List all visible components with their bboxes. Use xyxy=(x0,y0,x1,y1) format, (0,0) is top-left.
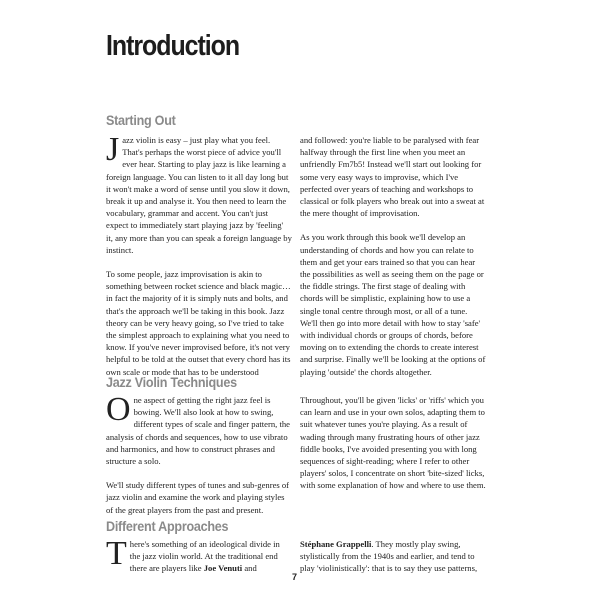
paragraph: Throughout, you'll be given 'licks' or 'riffs' which you can learn and use in your own solos, adapting them to suit whatever tunes you're playing. As a result of wading through many frustrating hours of other jazz fiddle books, I've avoided presenting you with long sequences of sight-reading; where I refer to other players' solos, I concentrate on short 'bite-sized' licks, with some explanation of how and where to use them. xyxy=(300,395,486,491)
techniques-left-column xyxy=(106,391,292,516)
player-name: Joe Venuti xyxy=(203,563,243,574)
paragraph: As you work through this book we'll develop an understanding of chords and how you can relate to them and get your ears trained so that you can hear the possibilities as well as seeing them on the page or the fiddle strings. The first stage of dealing with chords will be simplistic, explaining how to use a single tonal centre through most, or all of a tune. We'll then go into more detail with how to stay 'safe' with individual chords or groups of chords, before moving on to extending the chords to create interest and surprise. Finally we'll be looking at the options of playing 'outside' the chords altogether. xyxy=(300,232,486,377)
paragraph: To some people, jazz improvisation is akin to something between rocket science and black magic… in fact the majority of it is simply nuts and bolts, and that's the approach we'll be taking in this book. Jazz theory can be very heavy going, so I've tried to take the simplest approach to explaining what you need to know. If you've never improvised before, it's not very helpful to be told at the outset that every chord has its own scale or mode that has to be understood xyxy=(106,269,291,377)
player-name: Stéphane Grappelli xyxy=(300,539,372,549)
paragraph xyxy=(300,538,486,575)
paragraph xyxy=(106,131,292,256)
page-title: Introduction xyxy=(106,30,240,62)
section-heading-techniques: Jazz Violin Techniques xyxy=(106,374,237,390)
paragraph: and followed: you're liable to be paralysed with fear halfway through the first line when you meet an unfriendly Fm7b5! Instead we'll start out looking for some very easy ways to improvise, which I've perfected over years of teaching and workshops to classical or folk players who break out into a sweat at the mere thought of improvisation. xyxy=(300,135,485,219)
paragraph xyxy=(106,535,292,575)
approaches-left-column xyxy=(106,535,292,575)
section-heading-starting-out: Starting Out xyxy=(106,112,176,128)
paragraph: We'll study different types of tunes and sub-genres of jazz violin and examine the work and playing styles of the great players from the past and present. xyxy=(106,480,290,515)
approaches-right-column xyxy=(300,538,486,575)
drop-cap: J xyxy=(106,131,120,168)
paragraph-text: ne aspect of getting the right jazz feel is bowing. We'll also look at how to swing, different types of scale and finger pattern, the analysis of chords and sequences, how to use vibrato and harmonics, and how to construct phrases and structure a solo. xyxy=(106,395,290,467)
paragraph xyxy=(106,391,292,467)
starting-out-right-column xyxy=(300,134,486,378)
techniques-right-column xyxy=(300,394,486,492)
paragraph-text: here's something of an ideological divide in the jazz violin world. At the traditional end there are players like xyxy=(129,539,280,574)
page-number: 7 xyxy=(292,572,298,582)
drop-cap: T xyxy=(106,535,127,572)
paragraph-text: . They mostly play swing, stylistically from the 1940s and earlier, and tend to play 'violinistically': that is to say they use patterns, xyxy=(300,539,478,574)
section-heading-approaches: Different Approaches xyxy=(106,518,229,534)
paragraph-text: and xyxy=(242,563,257,574)
drop-cap: O xyxy=(106,391,131,428)
paragraph-text: azz violin is easy – just play what you feel. That's perhaps the worst piece of advice you'll ever hear. Starting to play jazz is like learning a foreign language. You can listen to it all day long but it won't make a word of sense until you slow it down, break it up and analyse it. You then need to learn the vocabulary, grammar and accent. You can't just expect to immediately start playing jazz by 'feeling' it, any more than you can speak a foreign language by instinct. xyxy=(106,135,292,255)
starting-out-left-column xyxy=(106,131,292,378)
